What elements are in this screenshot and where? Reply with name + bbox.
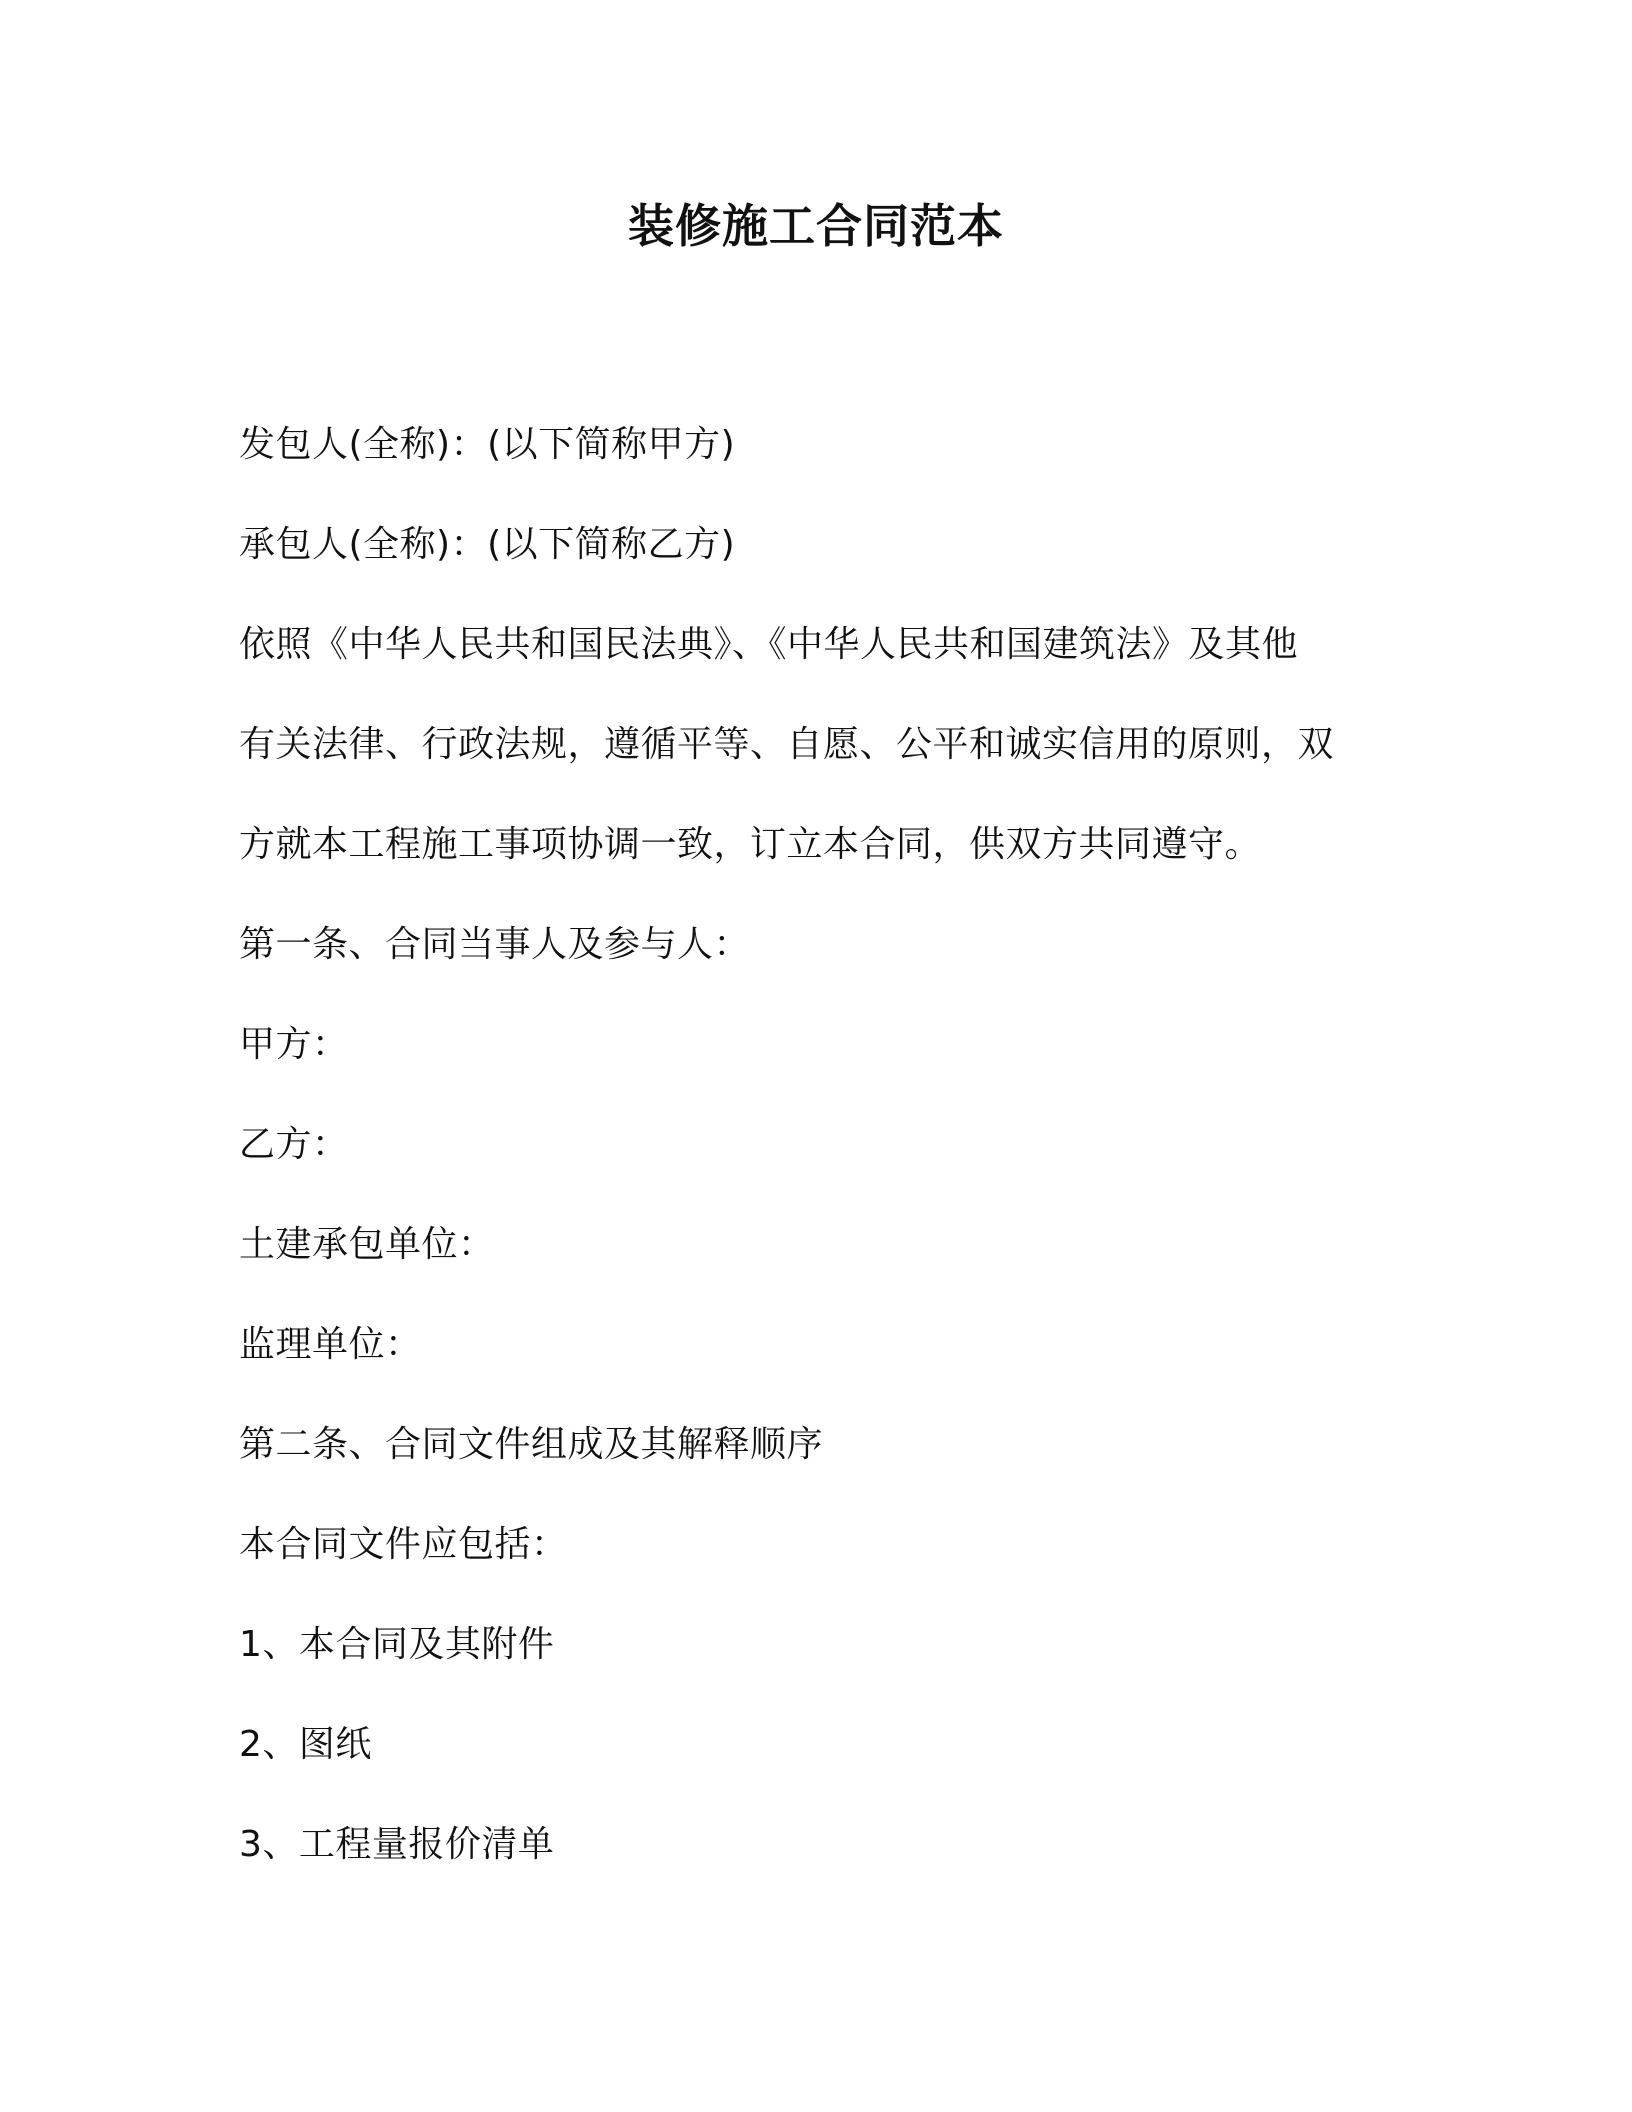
list-item: 3、工程量报价清单	[239, 1824, 555, 1865]
list-item: 2、图纸	[239, 1724, 372, 1765]
line-contractor: 承包人(全称)：(以下简称乙方)	[239, 524, 736, 565]
contract-documents-intro: 本合同文件应包括：	[239, 1524, 568, 1565]
civil-contractor-field: 土建承包单位：	[239, 1224, 495, 1265]
list-item: 1、本合同及其附件	[239, 1624, 555, 1665]
line-preamble-1: 依照《中华人民共和国民法典》、《中华人民共和国建筑法》及其他	[239, 624, 1299, 665]
party-a-field: 甲方：	[239, 1024, 349, 1065]
line-preamble-3: 方就本工程施工事项协调一致，订立本合同，供双方共同遵守。	[239, 824, 1262, 865]
line-employer: 发包人(全称)：(以下简称甲方)	[239, 424, 736, 465]
supervisor-field: 监理单位：	[239, 1324, 422, 1365]
document-title: 装修施工合同范本	[628, 199, 1004, 253]
article-2-heading: 第二条、合同文件组成及其解释顺序	[239, 1424, 824, 1465]
party-b-field: 乙方：	[239, 1124, 349, 1165]
line-preamble-2: 有关法律、行政法规，遵循平等、自愿、公平和诚实信用的原则，双	[239, 724, 1335, 765]
article-1-heading: 第一条、合同当事人及参与人：	[239, 924, 751, 965]
